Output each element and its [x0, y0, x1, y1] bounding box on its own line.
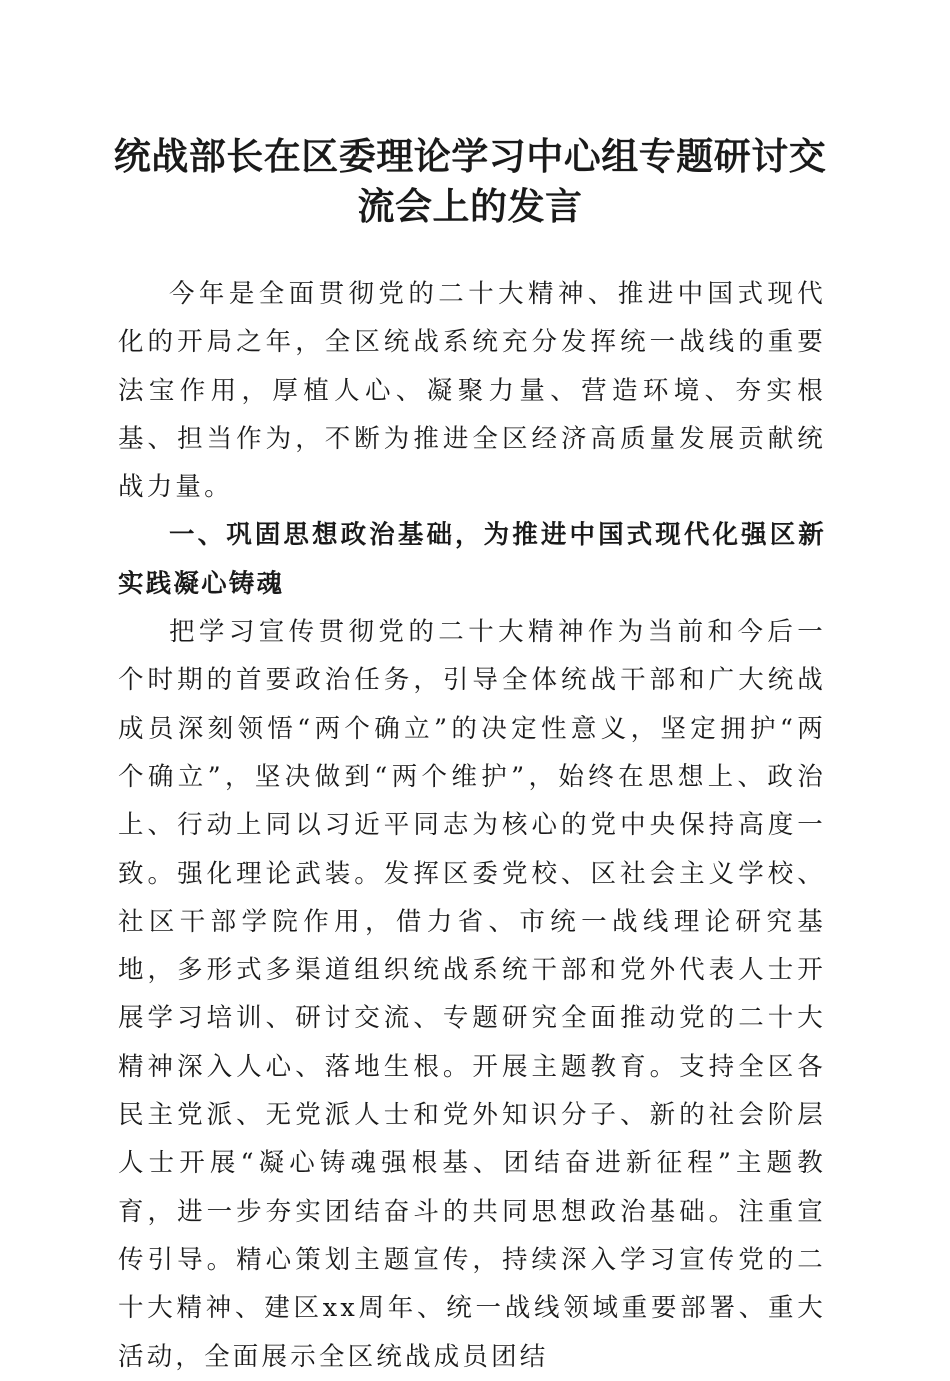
intro-paragraph: 今年是全面贯彻党的二十大精神、推进中国式现代化的开局之年，全区统战系统充分发挥统一战线的重要法宝作用，厚植人心、凝聚力量、营造环境、夯实根基、担当作为，不断为推进全区经济高质量发展贡献统战力量。 [118, 279, 826, 503]
section-1-paragraph: 把学习宣传贯彻党的二十大精神作为当前和今后一个时期的首要政治任务，引导全体统战干部和广大统战成员深刻领悟“两个确立”的决定性意义，坚定拥护“两个确立”，坚决做到“两个维护”，始终在思想上、政治上、行动上同以习近平同志为核心的党中央保持高度一致。强化理论武装。发挥区委党校、区社会主义学校、社区干部学院作用，借力省、市统一战线理论研究基地，多形式多渠道组织统战系统干部和党外代表人士开展学习培训、研讨交流、专题研究全面推动党的二十大精神深入人心、落地生根。开展主题教育。支持全区各民主党派、无党派人士和党外知识分子、新的社会阶层人士开展“凝心铸魂强根基、团结奋进新征程”主题教育，进一步夯实团结奋斗的共同思想政治基础。注重宣传引导。精心策划主题宣传，持续深入学习宣传党的二十大精神、建区xx周年、统一战线领域重要部署、重大活动，全面展示全区统战成员团结 [118, 617, 826, 1372]
section-1-heading: 一、巩固思想政治基础，为推进中国式现代化强区新实践凝心铸魂 [118, 520, 826, 599]
document-title: 统战部长在区委理论学习中心组专题研讨交流会上的发言 [113, 134, 827, 228]
document-body [118, 270, 826, 1381]
